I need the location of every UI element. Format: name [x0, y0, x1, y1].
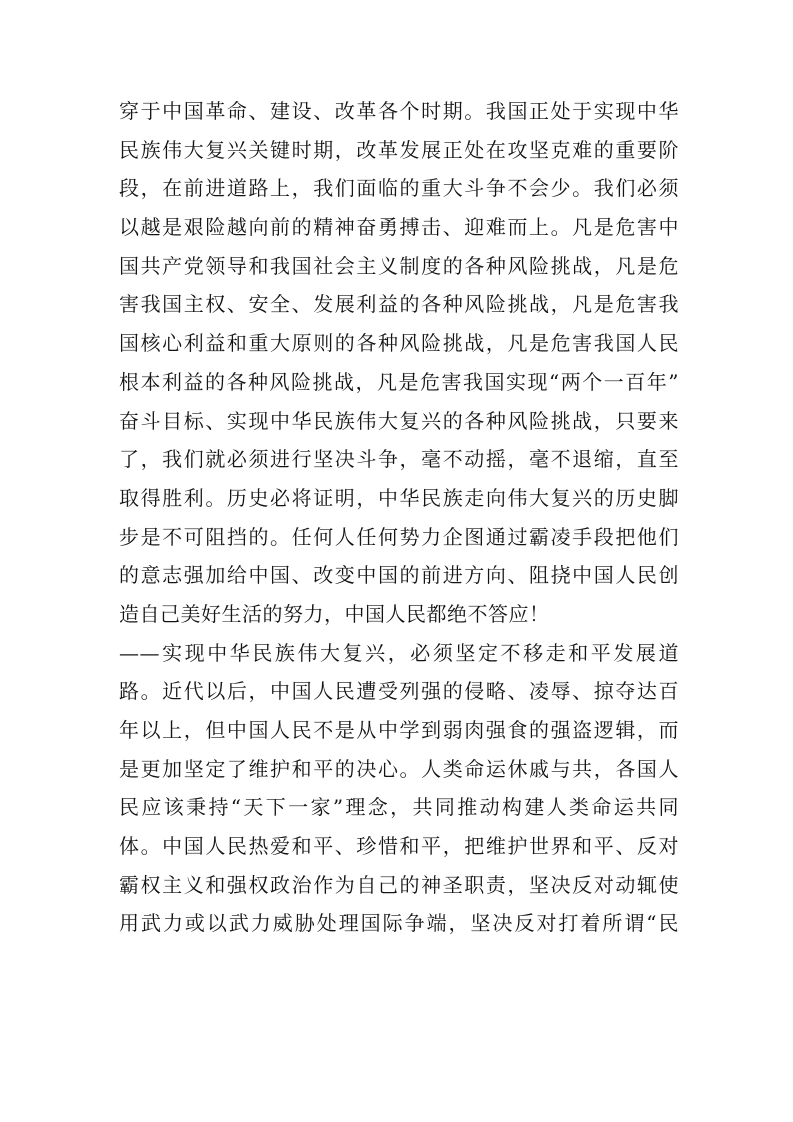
text-line: 用武力或以武力威胁处理国际争端，坚决反对打着所谓“民 — [119, 911, 679, 936]
text-line: 步是不可阻挡的。任何人任何势力企图通过霸凌手段把他们 — [119, 524, 679, 549]
text-line: 国共产党领导和我国社会主义制度的各种风险挑战，凡是危 — [119, 253, 679, 278]
text-line: 年以上，但中国人民不是从中学到弱肉强食的强盗逻辑，而 — [119, 718, 679, 742]
text-line: 奋斗目标、实现中华民族伟大复兴的各种风险挑战，只要来 — [119, 408, 679, 433]
text-line: 路。近代以后，中国人民遭受列强的侵略、凌辱、掠夺达百 — [119, 679, 679, 704]
paragraph-start-line: ——实现中华民族伟大复兴，必须坚定不移走和平发展道 — [119, 640, 679, 665]
text-line: 体。中国人民热爱和平、珍惜和平，把维护世界和平、反对 — [119, 834, 679, 859]
text-line: 是更加坚定了维护和平的决心。人类命运休戚与共，各国人 — [119, 756, 679, 781]
text-line: 民族伟大复兴关键时期，改革发展正处在攻坚克难的重要阶 — [119, 137, 679, 162]
text-line: 根本利益的各种风险挑战，凡是危害我国实现“两个一百年” — [119, 369, 679, 394]
text-line: 国核心利益和重大原则的各种风险挑战，凡是危害我国人民 — [119, 331, 679, 356]
text-line: 段，在前进道路上，我们面临的重大斗争不会少。我们必须 — [119, 176, 679, 201]
text-line: 以越是艰险越向前的精神奋勇搏击、迎难而上。凡是危害中 — [119, 215, 679, 240]
text-line: 穿于中国革命、建设、改革各个时期。我国正处于实现中华 — [119, 99, 679, 123]
paragraph-end-line: 造自己美好生活的努力，中国人民都绝不答应！ — [119, 601, 550, 626]
text-line: 了，我们就必须进行坚决斗争，毫不动摇，毫不退缩，直至 — [119, 447, 679, 472]
body-text — [119, 92, 679, 943]
text-line: 害我国主权、安全、发展利益的各种风险挑战，凡是危害我 — [119, 292, 679, 317]
text-line: 取得胜利。历史必将证明，中华民族走向伟大复兴的历史脚 — [119, 485, 679, 510]
text-line: 民应该秉持“天下一家”理念，共同推动构建人类命运共同 — [119, 795, 679, 820]
text-line: 霸权主义和强权政治作为自己的神圣职责，坚决反对动辄使 — [119, 872, 679, 897]
text-line: 的意志强加给中国、改变中国的前进方向、阻挠中国人民创 — [119, 563, 679, 588]
